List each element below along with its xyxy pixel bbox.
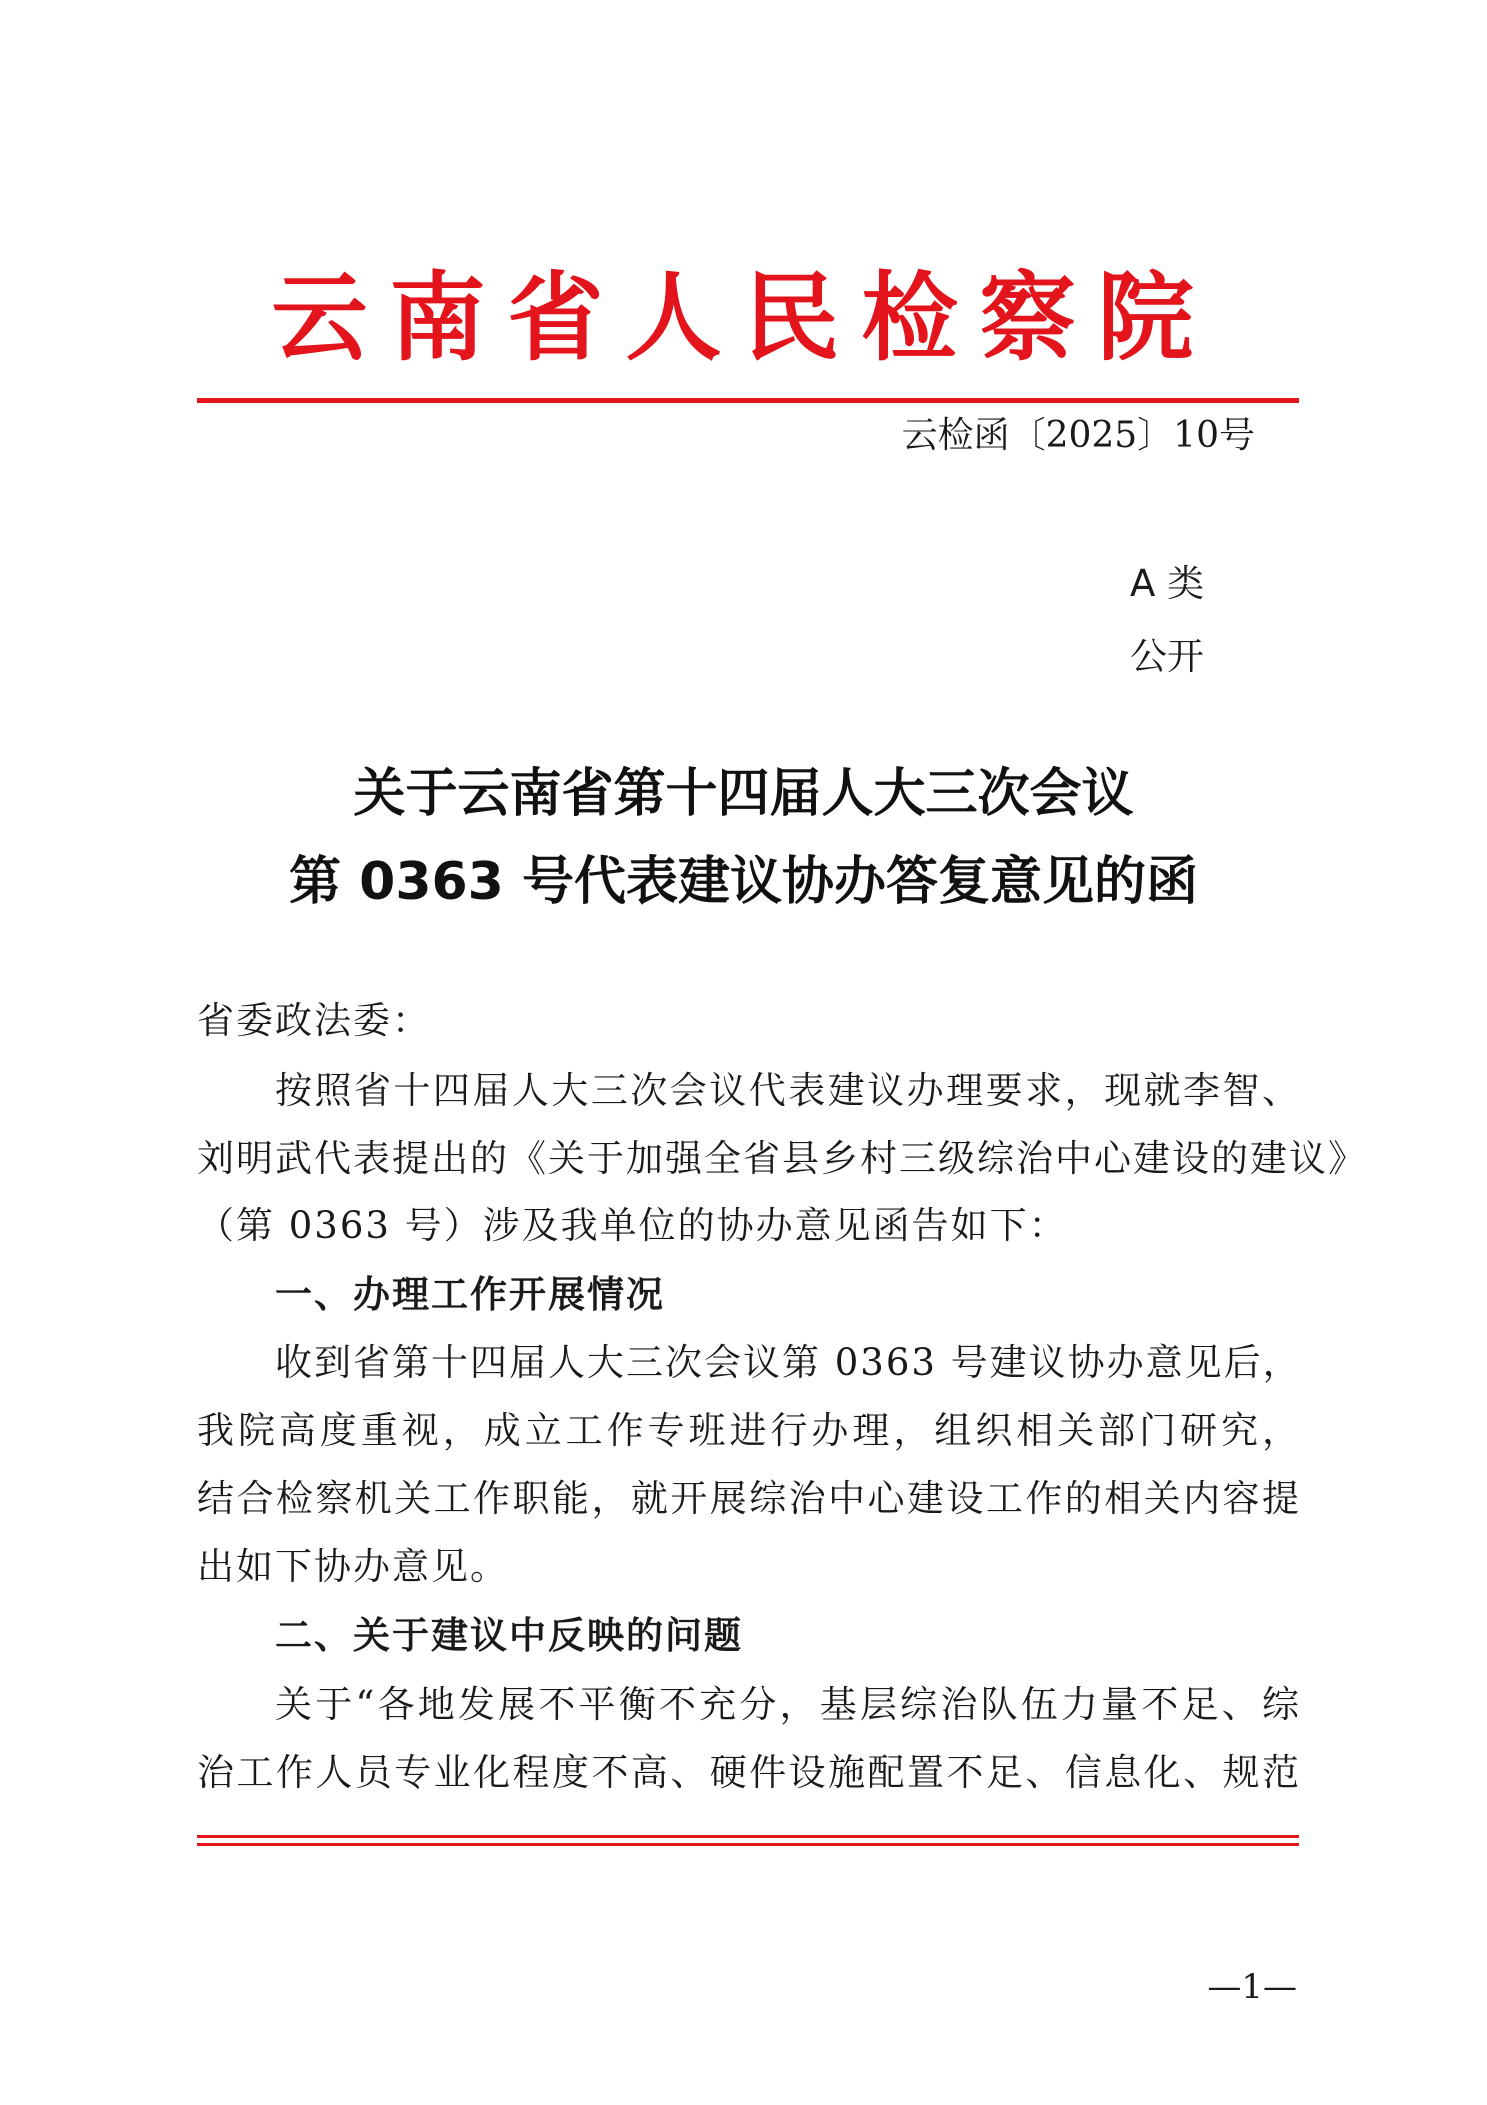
document-number: 云检函〔2025〕10号 (901, 415, 1255, 456)
page-number: —1— (1207, 1967, 1297, 2007)
issuing-authority-title: 云南省人民检察院 (271, 262, 1216, 374)
intro-line: 按照省十四届人大三次会议代表建议办理要求，现就李智、 (275, 1069, 1301, 1112)
section-1-line: 出如下协办意见。 (197, 1545, 509, 1588)
disclosure-status: 公开 (1130, 635, 1204, 678)
section-1-line: 我院高度重视，成立工作专班进行办理，组织相关部门研究， (197, 1409, 1301, 1452)
section-heading-1: 一、办理工作开展情况 (275, 1273, 665, 1316)
section-2-line: 关于“各地发展不平衡不充分，基层综治队伍力量不足、综 (275, 1683, 1301, 1726)
section-1-line: 结合检察机关工作职能，就开展综治中心建设工作的相关内容提 (197, 1477, 1301, 1520)
red-footer-rule-top (197, 1835, 1299, 1838)
section-2-line: 治工作人员专业化程度不高、硬件设施配置不足、信息化、规范 (197, 1751, 1301, 1794)
intro-line: （第 0363 号）涉及我单位的协办意见函告如下： (197, 1204, 1068, 1247)
document-title-line-2: 第 0363 号代表建议协办答复意见的函 (289, 852, 1198, 912)
recipient: 省委政法委： (197, 999, 431, 1042)
section-1-line: 收到省第十四届人大三次会议第 0363 号建议协办意见后， (275, 1341, 1302, 1384)
document-title-line-1: 关于云南省第十四届人大三次会议 (353, 764, 1134, 824)
red-header-rule (197, 398, 1299, 403)
document-category: A 类 (1130, 562, 1205, 605)
red-footer-rule-bottom (197, 1843, 1299, 1846)
intro-line: 刘明武代表提出的《关于加强全省县乡村三级综治中心建设的建议》 (197, 1137, 1367, 1180)
section-heading-2: 二、关于建议中反映的问题 (275, 1614, 743, 1657)
